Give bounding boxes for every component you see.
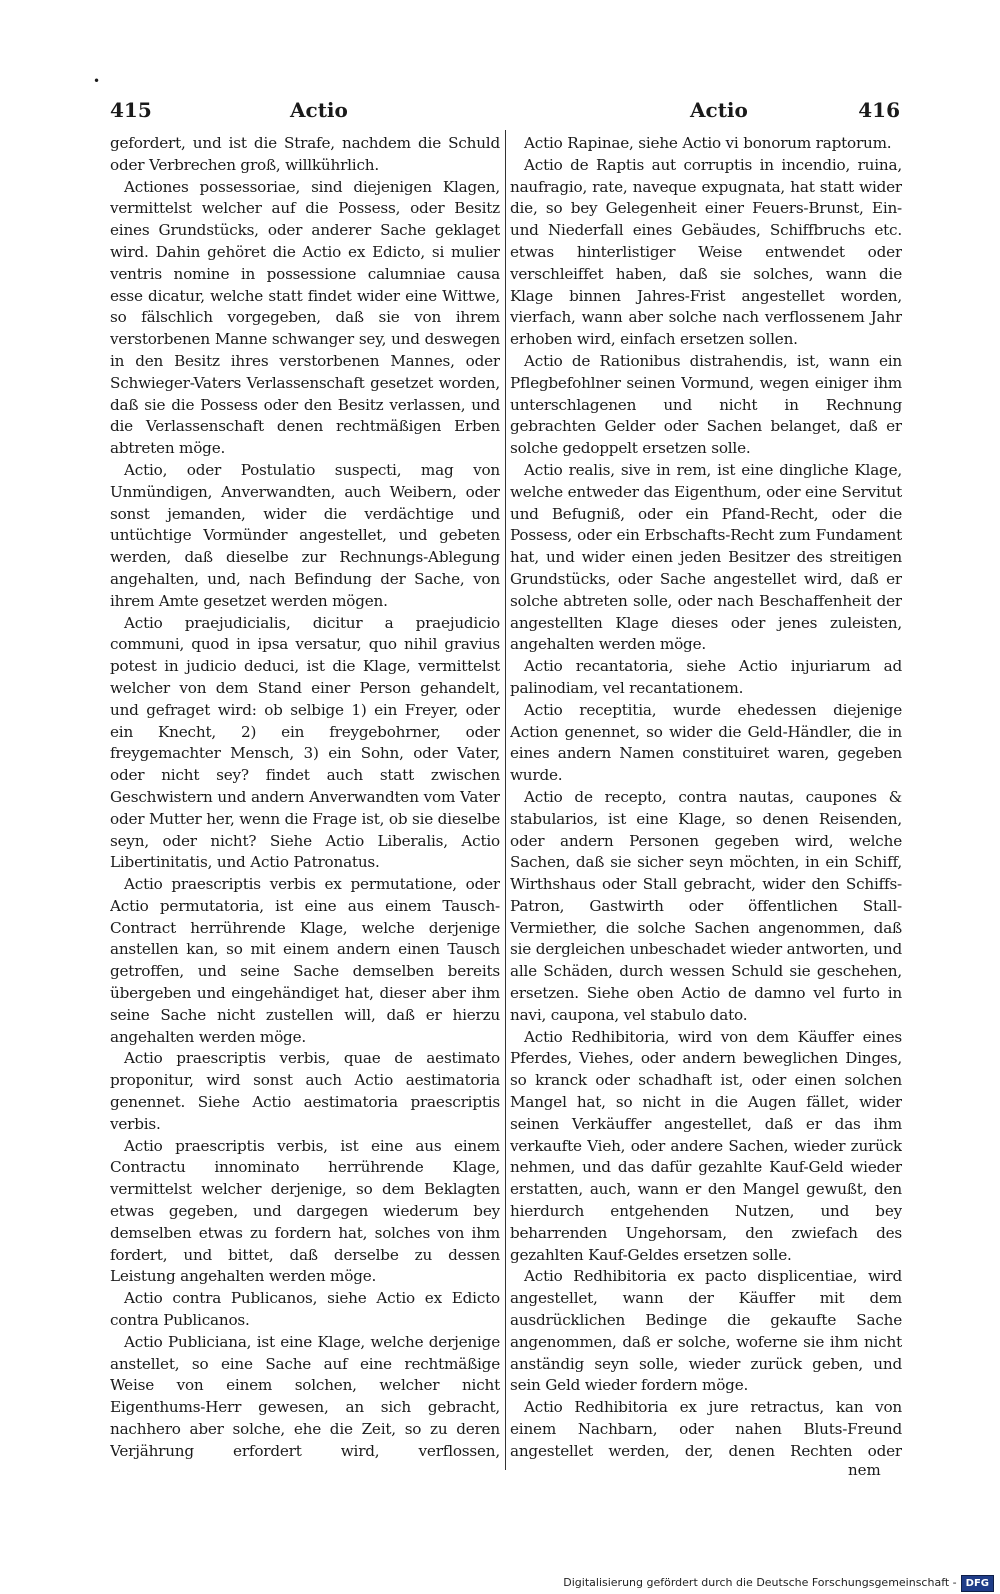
running-title-left: Actio: [290, 98, 348, 122]
entry-paragraph: Actio Publiciana, ist eine Klage, welche derjenige anstellet, so eine Sache auf eine rechtmäßige Weise von einem solchen, welcher nicht Eigenthums-Herr gewesen, an sich gebracht, nachhero aber solche, ehe die Zeit, so zu deren Verjährung erfordert wird, verflossen,: [110, 1332, 500, 1460]
entry-paragraph: gefordert, und ist die Strafe, nachdem die Schuld oder Verbrechen groß, willkührlich.: [110, 134, 500, 174]
entry-paragraph: Actio Redhibitoria, wird von dem Käuffer eines Pferdes, Viehes, oder andern beweglichen Dinges, so kranck oder schadhaft ist, oder einen solchen Mangel hat, so nicht in die Augen fället, wider seinen Verkäuffer angestellet, daß er das ihm verkaufte Vieh, oder andere Sachen, wieder zurück nehmen, und das dafür gezahlte Kauf-Geld wieder erstatten, auch, wann er den Mangel gewußt, den hierdurch entgehenden Nutzen, und bey beharrenden Ungehorsam, den zwiefach des gezahlten Kauf-Geldes ersetzen solle.: [510, 1027, 902, 1264]
entry-paragraph: Actio contra Publicanos, siehe Actio ex Edicto contra Publicanos.: [110, 1289, 500, 1330]
entry-paragraph: Actio praescriptis verbis ex permutatione, oder Actio permutatoria, ist eine aus einem Tausch-Contract herrührende Klage, welche derjenige anstellen kan, so mit einem andern einen Tausch getroffen, und seine Sache demselben bereits übergeben und eingehändiget hat, dieser aber ihm seine Sache nicht zustellen will, daß er hierzu angehalten werden möge.: [110, 875, 500, 1046]
column-divider: [505, 130, 506, 1470]
entry-paragraph: Actio, oder Postulatio suspecti, mag von Unmündigen, Anverwandten, auch Weibern, oder sonst jemanden, wider die verdächtige und untüchtige Vormünder angestellet, und gebeten werden, daß dieselbe zur Rechnungs-Ablegung angehalten, und, nach Befindung der Sache, von ihrem Amte gesetzet werden mögen.: [110, 460, 500, 610]
entry-paragraph: Actio recantatoria, siehe Actio injuriarum ad palinodiam, vel recantationem.: [510, 657, 902, 697]
entry-paragraph: Actio de recepto, contra nautas, caupones & stabularios, ist eine Klage, so denen Reisenden, oder andern Personen gegeben wird, welche Sachen, daß sie sicher seyn möchten, in ein Schiff, Wirthshaus oder Stall gebracht, wider den Schiffs-Patron, Gastwirth oder öffentlichen Stall-Vermiether, die solche Sachen angenommen, daß sie dergleichen unbeschadet wieder antworten, und alle Schäden, durch wessen Schuld sie geschehen, ersetzen. Siehe oben Actio de damno vel furto in navi, caupona, vel stabulo dato.: [510, 787, 902, 1024]
entry-paragraph: Actio realis, sive in rem, ist eine dingliche Klage, welche entweder das Eigenthum, oder eine Servitut und Befugniß, oder ein Pfand-Recht, oder die Possess, oder ein Erbschafts-Recht zum Fundament hat, und wider einen jeden Besitzer des streitigen Grundstücks, oder Sache angestellet wird, daß er solche abtreten solle, oder nach Beschaffenheit der angestellten Klage dieses oder jenes zuleisten, angehalten werden möge.: [510, 460, 902, 654]
left-column: [110, 133, 500, 1463]
entry-paragraph: Actio praescriptis verbis, quae de aestimato proponitur, wird sonst auch Actio aestimatoria genennet. Siehe Actio aestimatoria praescriptis verbis.: [110, 1049, 500, 1133]
margin-mark: •: [93, 74, 101, 88]
digitization-footer: [563, 1574, 994, 1592]
entry-paragraph: Actio Redhibitoria ex jure retractus, kan von einem Nachbarn, oder nahen Bluts-Freund angestellet werden, der, denen Rechten oder: [510, 1398, 902, 1460]
page-number-left: 415: [110, 98, 152, 122]
entry-paragraph: Actio praejudicialis, dicitur a praejudicio communi, quod in ipsa versatur, quo nihil gravius potest in judicio deduci, ist die Klage, vermittelst welcher von dem Stand einer Person gehandelt, und gefraget wird: ob selbige 1) ein Freyer, oder ein Knecht, 2) ein freygebohrner, oder freygemachter Mensch, 3) ein Sohn, oder Vater, oder nicht sey? findet auch statt zwischen Geschwistern und andern Anverwandten vom Vater oder Mutter her, wenn die Frage ist, ob sie dieselbe seyn, oder nicht? Siehe Actio Liberalis, Actio Libertinitatis, und Actio Patronatus.: [110, 613, 500, 872]
entry-paragraph: Actio de Raptis aut corruptis in incendio, ruina, naufragio, rate, naveque expugnata, hat statt wider die, so bey Gelegenheit einer Feuers-Brunst, Ein- und Niederfall eines Gebäudes, Schiffbruchs etc. etwas hinterlistiger Weise entwendet oder verschleiffet haben, daß sie solches, wann die Klage binnen Jahres-Frist angestellet worden, vierfach, wann aber solche nach verflossenem Jahr erhoben wird, einfach ersetzen sollen.: [510, 155, 902, 349]
page-number-right: 416: [858, 98, 900, 122]
catchword: nem: [848, 1461, 881, 1479]
entry-paragraph: Actio Rapinae, siehe Actio vi bonorum raptorum.: [524, 134, 892, 152]
page-header: [110, 98, 900, 128]
entry-paragraph: Actio praescriptis verbis, ist eine aus einem Contractu innominato herrührende Klage, vermittelst welcher derjenige, so dem Beklagten etwas gegeben, und dargegen wiederum bey demselben etwas zu fordern hat, solches von ihm fordert, und bittet, daß derselbe zu dessen Leistung angehalten werden möge.: [110, 1136, 500, 1286]
entry-paragraph: Actio de Rationibus distrahendis, ist, wann ein Pflegbefohlner seinen Vormund, wegen einiger ihm unterschlagenen und nicht in Rechnung gebrachten Gelder oder Sachen belanget, daß er solche gedoppelt ersetzen solle.: [510, 351, 902, 458]
entry-paragraph: Actio receptitia, wurde ehedessen diejenige Action genennet, so wider die Geld-Händler, die in eines andern Namen constituiret waren, gegeben wurde.: [510, 700, 902, 785]
entry-paragraph: Actio Redhibitoria ex pacto displicentiae, wird angestellet, wann der Käuffer mit dem ausdrücklichen Bedinge die gekaufte Sache angenommen, daß er solche, woferne sie ihm nicht anständig seyn solle, wieder zurück geben, und sein Geld wieder fordern möge.: [510, 1267, 902, 1395]
dfg-logo-icon: DFG: [961, 1575, 994, 1592]
running-title-right: Actio: [690, 98, 748, 122]
right-column: [510, 133, 902, 1463]
entry-paragraph: Actiones possessoriae, sind diejenigen Klagen, vermittelst welcher auf die Possess, oder Besitz eines Grundstücks, oder anderer Sache geklaget wird. Dahin gehöret die Actio ex Edicto, si mulier ventris nomine in possessione calumniae causa esse dicatur, welche statt findet wider eine Wittwe, so fälschlich vorgegeben, daß sie von ihrem verstorbenen Manne schwanger sey, und deswegen in den Besitz ihres verstorbenen Mannes, oder Schwieger-Vaters Verlassenschaft gesetzet worden, daß sie die Possess oder den Besitz verlassen, und die Verlassenschaft denen rechtmäßigen Erben abtreten möge.: [110, 177, 500, 458]
footer-credit: Digitalisierung gefördert durch die Deutsche Forschungsgemeinschaft -: [563, 1576, 957, 1589]
